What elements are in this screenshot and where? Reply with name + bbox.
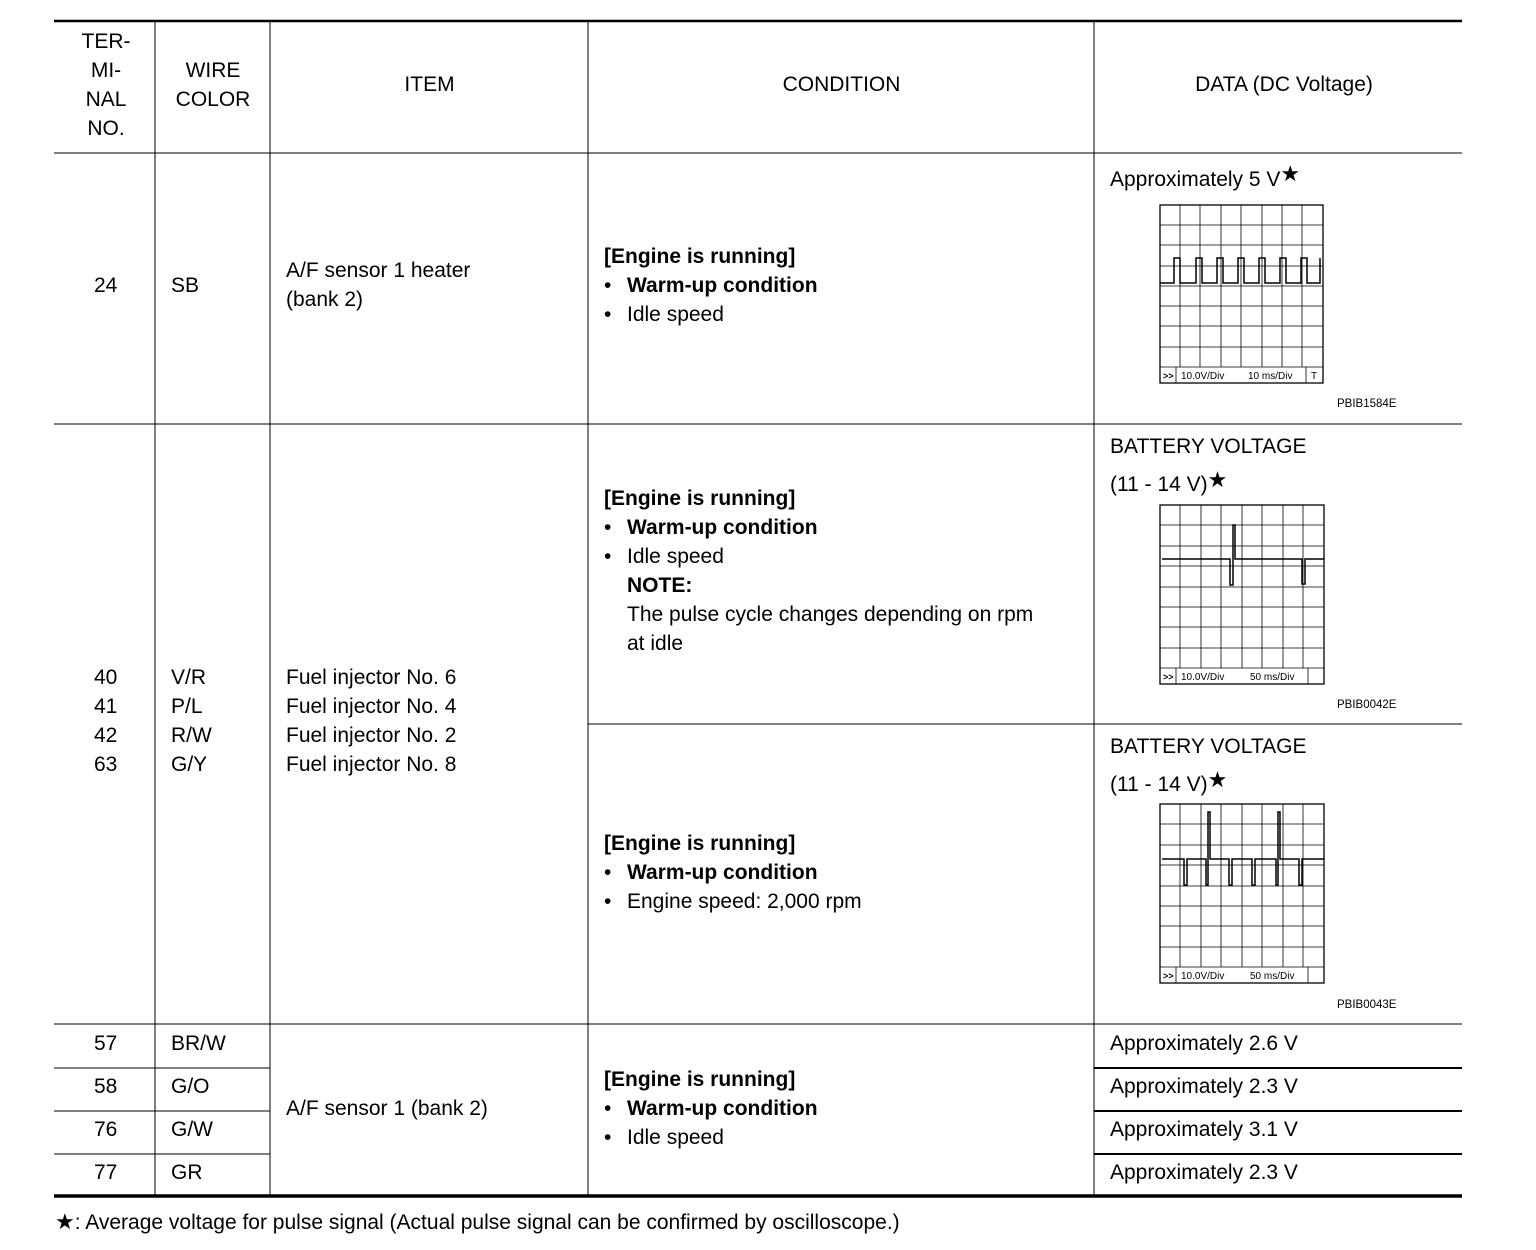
item-af-heater-line-1: A/F sensor 1 heater	[286, 259, 471, 282]
scope-trace	[1160, 258, 1320, 283]
star-icon: ★	[55, 1209, 75, 1234]
scope-arrows: >>	[1163, 971, 1174, 981]
header-data: DATA (DC Voltage)	[1195, 73, 1373, 96]
scope-trace	[1162, 525, 1324, 585]
terminal-57: 57	[94, 1032, 118, 1055]
condition-heading: [Engine is running]	[604, 245, 796, 268]
bullet-text: Idle speed	[627, 545, 724, 568]
figure-id: PBIB0042E	[1337, 699, 1397, 711]
item-injector-2: Fuel injector No. 2	[286, 724, 457, 747]
header-wire-line-2: COLOR	[175, 88, 251, 111]
bullet: •	[604, 1126, 612, 1149]
scope-grid	[1160, 505, 1324, 668]
scope-pbib1584e	[1160, 205, 1397, 410]
terminal-58: 58	[94, 1075, 118, 1098]
scope-time-div: 10 ms/Div	[1248, 371, 1293, 382]
header-condition: CONDITION	[782, 73, 901, 96]
item-injector-8: Fuel injector No. 8	[286, 753, 457, 776]
bullet: •	[604, 516, 612, 539]
data-57: Approximately 2.6 V	[1110, 1032, 1298, 1055]
item-injector-6: Fuel injector No. 6	[286, 666, 457, 689]
header-terminal-line-2: MI-	[90, 59, 122, 82]
note-text-line-2: at idle	[627, 632, 684, 655]
data-line-2: (11 - 14 V)	[1110, 473, 1208, 496]
wire-sb: SB	[171, 274, 200, 297]
header-terminal-line-3: NAL	[85, 88, 127, 111]
terminal-24: 24	[94, 274, 118, 297]
bullet: •	[604, 274, 612, 297]
header-wire-line-1: WIRE	[185, 59, 241, 82]
wire-gw: G/W	[171, 1118, 213, 1141]
bullet-text: Warm-up condition	[627, 861, 818, 884]
item-af-heater-line-2: (bank 2)	[286, 288, 364, 311]
scope-time-div: 50 ms/Div	[1250, 971, 1295, 982]
star-icon: ★	[1207, 467, 1228, 492]
data-77: Approximately 2.3 V	[1110, 1161, 1298, 1184]
bullet: •	[604, 1097, 612, 1120]
header-item: ITEM	[404, 73, 455, 96]
item-injector-4: Fuel injector No. 4	[286, 695, 457, 718]
scope-pbib0042e	[1160, 505, 1397, 711]
scope-arrows: >>	[1163, 672, 1174, 682]
data-line-2: (11 - 14 V)	[1110, 773, 1208, 796]
condition-heading: [Engine is running]	[604, 832, 796, 855]
data-76: Approximately 3.1 V	[1110, 1118, 1298, 1141]
terminal-77: 77	[94, 1161, 118, 1184]
header-terminal-line-1: TER-	[81, 30, 131, 53]
note-text-line-1: The pulse cycle changes depending on rpm	[627, 603, 1034, 626]
star-icon: ★	[1280, 161, 1301, 186]
scope-pbib0043e	[1160, 804, 1397, 1011]
wire-brw: BR/W	[171, 1032, 226, 1055]
terminal-41: 41	[94, 695, 118, 718]
bullet: •	[604, 545, 612, 568]
bullet-text: Warm-up condition	[627, 1097, 818, 1120]
wire-go: G/O	[171, 1075, 210, 1098]
scope-volt-div: 10.0V/Div	[1181, 971, 1225, 982]
data-line-1: BATTERY VOLTAGE	[1110, 735, 1307, 758]
scope-volt-div: 10.0V/Div	[1181, 672, 1225, 683]
scope-grid	[1160, 205, 1323, 367]
wire-rw: R/W	[171, 724, 212, 747]
wire-vr: V/R	[171, 666, 207, 689]
item-af-sensor: A/F sensor 1 (bank 2)	[286, 1097, 488, 1120]
condition-heading: [Engine is running]	[604, 487, 796, 510]
scope-volt-div: 10.0V/Div	[1181, 371, 1225, 382]
wire-pl: P/L	[171, 695, 203, 718]
footnote-text: : Average voltage for pulse signal (Actual pulse signal can be confirmed by oscilloscope.)	[74, 1211, 900, 1234]
data-line-1: BATTERY VOLTAGE	[1110, 435, 1307, 458]
scope-arrows: >>	[1163, 371, 1174, 381]
bullet-text: Warm-up condition	[627, 516, 818, 539]
scope-time-div: 50 ms/Div	[1250, 672, 1295, 683]
header-terminal-line-4: NO.	[87, 117, 125, 140]
bullet-text: Warm-up condition	[627, 274, 818, 297]
terminal-76: 76	[94, 1118, 118, 1141]
figure-id: PBIB1584E	[1337, 398, 1397, 410]
bullet: •	[604, 861, 612, 884]
bullet-text: Engine speed: 2,000 rpm	[627, 890, 862, 913]
scope-mode: T	[1311, 371, 1318, 382]
bullet-text: Idle speed	[627, 1126, 724, 1149]
data-24-value: Approximately 5 V	[1110, 168, 1281, 191]
terminal-40: 40	[94, 666, 118, 689]
figure-id: PBIB0043E	[1337, 999, 1397, 1011]
bullet-text: Idle speed	[627, 303, 724, 326]
wire-gr: GR	[171, 1161, 203, 1184]
terminal-63: 63	[94, 753, 118, 776]
scope-trace	[1162, 812, 1324, 885]
condition-heading: [Engine is running]	[604, 1068, 796, 1091]
footnote	[55, 1207, 900, 1238]
note-label: NOTE:	[627, 574, 693, 597]
star-icon: ★	[1207, 767, 1228, 792]
bullet: •	[604, 890, 612, 913]
data-58: Approximately 2.3 V	[1110, 1075, 1298, 1098]
terminal-42: 42	[94, 724, 118, 747]
bullet: •	[604, 303, 612, 326]
wire-gy: G/Y	[171, 753, 208, 776]
